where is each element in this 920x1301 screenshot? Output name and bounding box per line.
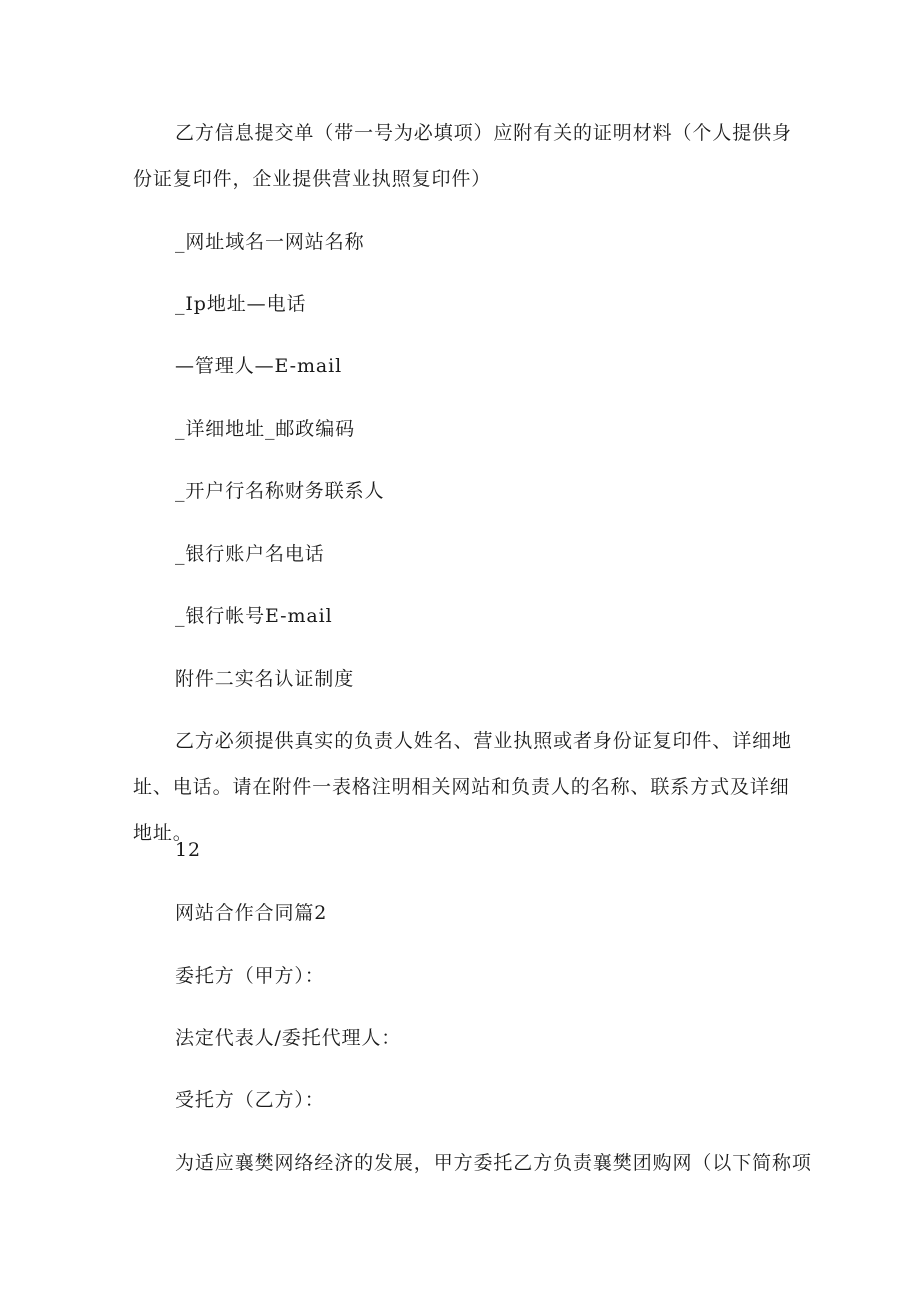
field-trustee-party-b: 受托方（乙方）： [175, 1089, 325, 1111]
paragraph-real-name-requirement: 乙方必须提供真实的负责人姓名、营业执照或者身份证复印件、详细地址、电话。请在附件一表格注明相关网站和负责人的名称、联系方式及详细地址。 [133, 730, 792, 844]
field-manager-email: —管理人—E-mail [175, 355, 343, 377]
field-ip-phone: _Ip地址—电话 [175, 293, 307, 315]
field-bank-finance-contact: _开户行名称财务联系人 [175, 480, 385, 502]
heading-attachment-two: 附件二实名认证制度 [175, 668, 355, 690]
field-domain-sitename: _网址域名一网站名称 [175, 231, 365, 253]
field-client-party-a: 委托方（甲方）： [175, 965, 325, 987]
field-account-number-email: _银行帐号E-mail [175, 605, 333, 627]
heading-contract-part-two: 网站合作合同篇2 [175, 902, 328, 924]
field-address-postcode: _详细地址_邮政编码 [175, 418, 356, 440]
field-legal-representative: 法定代表人/委托代理人： [175, 1027, 402, 1049]
paragraph-contract-intro: 为适应襄樊网络经济的发展，甲方委托乙方负责襄樊团购网（以下简称项 [175, 1152, 812, 1174]
field-account-name-phone: _银行账户名电话 [175, 543, 325, 565]
paragraph-submission-form: 乙方信息提交单（带一号为必填项）应附有关的证明材料（个人提供身份证复印件，企业提供营业执照复印件） [133, 122, 792, 190]
page-number: 12 [175, 839, 201, 861]
